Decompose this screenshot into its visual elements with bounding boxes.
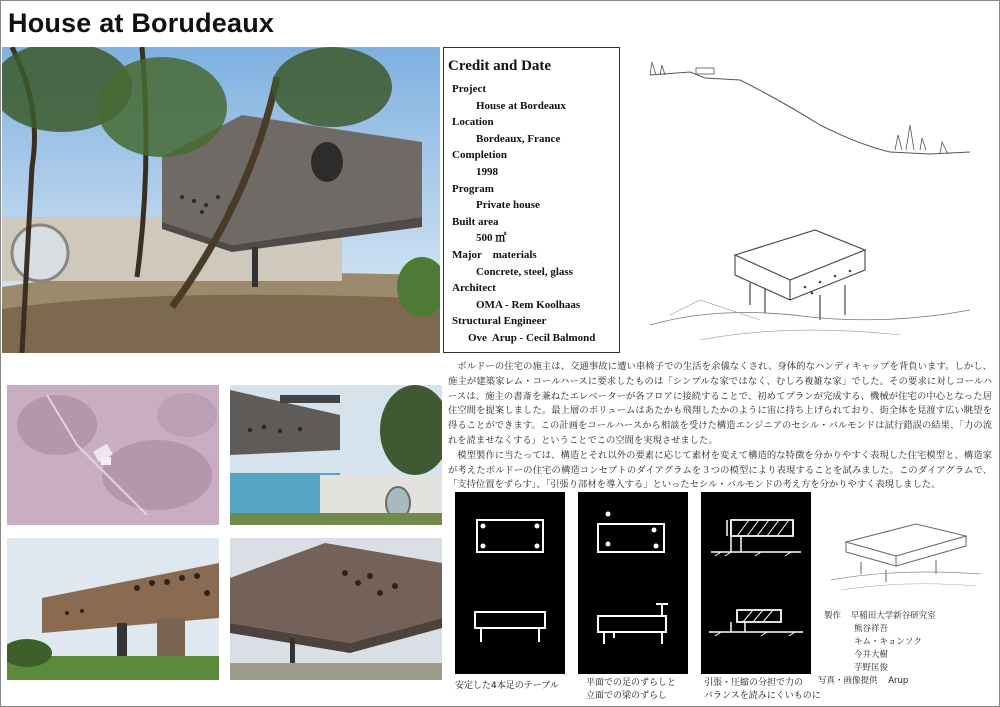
diagram-panel-tension [701, 492, 811, 674]
photo-credit-row [818, 675, 936, 688]
hero-photo [2, 47, 440, 353]
caption-line: 引張・圧縮の分担で力の [704, 678, 804, 688]
credit-label-structural-engineer: Structural Engineer [452, 315, 547, 328]
credit-box [443, 47, 620, 353]
description-paragraph: 模型製作に当たっては、構造とそれ以外の要素に応じて素材を変えて構造的な特徴を分かりやすく表現した住宅模型と、構造家が考えたボルドーの住宅の構造コンセプトのダイアグラムを３つの模型により表現することを試みました。このダイアグラムで、「支持位置をずらす」、「引張り部材を導入する」といったセシル・バルモンドの考え方を分かりやすく表現しました。 [448, 449, 992, 491]
credit-label-program: Program [452, 182, 494, 195]
credit-label-materials: Major materials [452, 248, 537, 261]
credit-heading: Credit and Date [448, 58, 552, 74]
model-sketch [826, 512, 986, 602]
caption-line: 立面での梁のずらし [586, 691, 668, 701]
page-title: House at Borudeaux [8, 8, 275, 38]
diagram-panel-offset [578, 492, 688, 674]
description-paragraph: ボルドーの住宅の施主は、交通事故に遭い車椅子での生活を余儀なくされ、身体的なハンディキャップを背負います。しかし、施主が建築家レム・コールハースに要求したものは「シンプルな家ではなく、むしろ複雑な家」でした。その要求に対しコールハースは、施主の書斎を兼ねたエレベーターが各フロアに接続することで、初めてプランが完成する、機械が住宅の中心となった居住空間を提案しました。最上層のボリュームはあたかも飛翔したかのように宙に持ち上げられており、街全体を見渡す広い眺望を得ることができます。この計画をコールハースから相談を受けた構造エンジニアのセシル・バルモンドは試行錯誤の結果、「力の流れを読ませなくする」ということでこの空間を実現させました。 [448, 361, 992, 446]
production-line: 熊谷祥吾 [854, 624, 889, 634]
credit-value-architect: OMA - Rem Koolhaas [476, 298, 581, 311]
credit-label-architect: Architect [452, 282, 496, 295]
credit-value-materials: Concrete, steel, glass [476, 265, 573, 278]
credit-value-project: House at Bordeaux [476, 99, 566, 112]
credit-label-built-area: Built area [452, 215, 499, 228]
production-row [818, 610, 936, 623]
credit-value-built-area: 500 ㎡ [476, 232, 507, 245]
cantilever-photo [7, 538, 219, 680]
production-label: 製作 [824, 611, 842, 621]
diagram-caption-offset [586, 677, 676, 703]
underside-photo [230, 538, 442, 680]
caption-line: 平面での足のずらしと [586, 678, 677, 688]
diagram-panel-table [455, 492, 565, 674]
description [448, 360, 992, 493]
credit-label-project: Project [452, 83, 486, 95]
diagram-caption-tension [704, 677, 821, 703]
terrace-photo [230, 385, 442, 525]
credit-label-location: Location [452, 116, 494, 129]
diagram-caption-table: 安定した4本足のテーブル [455, 681, 559, 691]
landscape-sketch [630, 50, 990, 165]
aerial-photo [7, 385, 219, 525]
caption-line: バランスを読みにくいものに [704, 691, 821, 701]
production-line: キム・キョンソク [854, 637, 922, 647]
photo-credit-label: 写真・画像提供 [818, 676, 878, 686]
house-sketch [640, 205, 980, 355]
photo-credit-value: Arup [888, 676, 909, 686]
production-line: 今井大樹 [854, 650, 889, 660]
production-line: 芋野匡俊 [854, 663, 889, 673]
credit-value-structural-engineer: Ove Arup - Cecil Balmond [468, 331, 596, 344]
production-credits [818, 610, 936, 688]
credit-value-location: Bordeaux, France [476, 132, 561, 145]
credit-label-completion: Completion [452, 149, 507, 162]
production-line: 早稲田大学新谷研究室 [850, 611, 936, 621]
credit-value-completion: 1998 [476, 165, 498, 178]
credit-value-program: Private house [476, 199, 540, 212]
